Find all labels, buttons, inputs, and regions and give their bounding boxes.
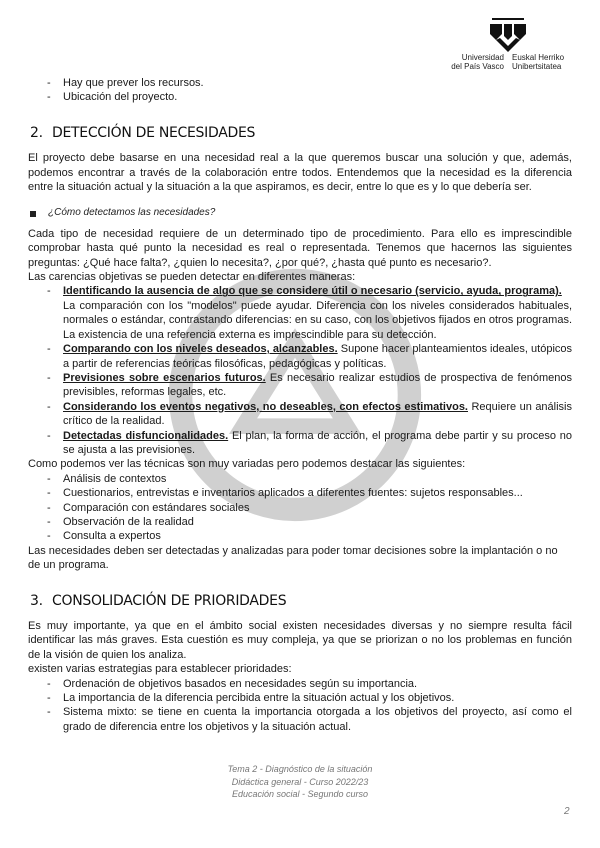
university-name-es: Universidad del País Vasco — [451, 53, 504, 71]
document-body — [28, 76, 572, 734]
list-item: - Análisis de contextos — [28, 472, 572, 486]
university-logo — [442, 16, 572, 74]
techniques-lead: Como podemos ver las técnicas son muy variadas pero podemos destacar las siguientes: — [28, 458, 466, 471]
list-item: - Ordenación de objetivos basados en necesidades según su importancia. — [28, 677, 572, 691]
list-item: - Ubicación del proyecto. — [28, 90, 572, 104]
strategies-lead: existen varias estrategias para establecer prioridades: — [28, 663, 292, 676]
method-item: - Previsiones sobre escenarios futuros. Es necesario realizar estudios de prospectiva de fenómenos previsibles, reformas legales, etc. — [28, 371, 572, 400]
section-3-paragraph: Es muy importante, ya que en el ámbito social existen necesidades diversas y no siempre resulta fácil identificar las más graves. Esta cuestión es muy compleja, ya que se priorizan o no los problemas en función de la visión de quien los analiza. — [28, 620, 572, 661]
subheading: ¿Cómo detectamos las necesidades? — [30, 206, 572, 220]
section-2-heading: 2. DETECCIÓN DE NECESIDADES — [30, 124, 256, 141]
method-item: - Detectadas disfuncionalidades. El plan, la forma de acción, el programa debe partir y su proceso no se ajusta a las previsiones. — [28, 429, 572, 458]
page-footer: Tema 2 - Diagnóstico de la situación Didáctica general - Curso 2022/23 Educación social - Segundo curso — [227, 764, 373, 799]
list-item: - Comparación con estándares sociales — [28, 501, 572, 515]
subsection-paragraph: Cada tipo de necesidad requiere de un determinado tipo de procedimiento. Para ello es imprescindible comprobar hasta qué punto la necesidad es real o representada. Tenemos que hacernos las siguientes preguntas: ¿Qué hace falta?, ¿quien lo necesita?, ¿por qué?, ¿hasta qué punto es necesario?. — [28, 227, 572, 269]
method-item: - Comparando con los niveles deseados, alcanzables. Supone hacer planteamientos ideales, utópicos a partir de referencias teóricas filosóficas, pedagógicas y políticas. — [28, 342, 572, 371]
list-item: - Consulta a expertos — [28, 529, 572, 543]
method-item: - Identificando la ausencia de algo que se considere útil o necesario (servicio, ayuda, programa). La comparación con los "modelos" puede ayudar. Diferencia con los niveles considerados habituales, normales o estándar, contrastando diferencias: en su caso, con los objetivos fijados en otros programas. La existencia de una referencia externa es imprescindible para su detección. — [28, 284, 572, 342]
methods-lead: Las carencias objetivas se pueden detectar en diferentes maneras: — [28, 271, 356, 284]
strategies-list — [28, 677, 572, 735]
page-number: 2 — [564, 806, 570, 817]
list-item: - La importancia de la diferencia percibida entre la situación actual y los objetivos. — [28, 691, 572, 705]
section-2-paragraph: El proyecto debe basarse en una necesidad real a la que queremos buscar una solución y que, además, podemos encontrar a través de la colaboración entre todos. Entendemos que la necesidad es la diferencia entre la situación actual y la situación a la que aspiramos, es decir, entre lo que es y lo que debería ser. — [28, 152, 572, 194]
intro-list — [28, 76, 572, 105]
list-item: - Sistema mixto: se tiene en cuenta la importancia otorgada a los objetivos del proyecto, así como el grado de diferencia entre los objetivos y la situación actual. — [28, 705, 572, 734]
list-item: - Observación de la realidad — [28, 515, 572, 529]
square-bullet-icon — [30, 211, 36, 217]
section-3-heading: 3. CONSOLIDACIÓN DE PRIORIDADES — [30, 592, 287, 609]
methods-list — [28, 284, 572, 457]
university-name-eu: Euskal Herriko Unibertsitatea — [512, 53, 565, 71]
list-item: - Hay que prever los recursos. — [28, 76, 572, 90]
list-item: - Cuestionarios, entrevistas e inventarios aplicados a diferentes fuentes: sujetos responsables... — [28, 486, 572, 500]
section-2-closing: Las necesidades deben ser detectadas y analizadas para poder tomar decisiones sobre la implantación o no de un programa. — [28, 544, 558, 572]
techniques-list — [28, 472, 572, 544]
method-item: - Considerando los eventos negativos, no deseables, con efectos estimativos. Requiere un análisis crítico de la realidad. — [28, 400, 572, 429]
university-emblem-icon — [488, 18, 528, 52]
